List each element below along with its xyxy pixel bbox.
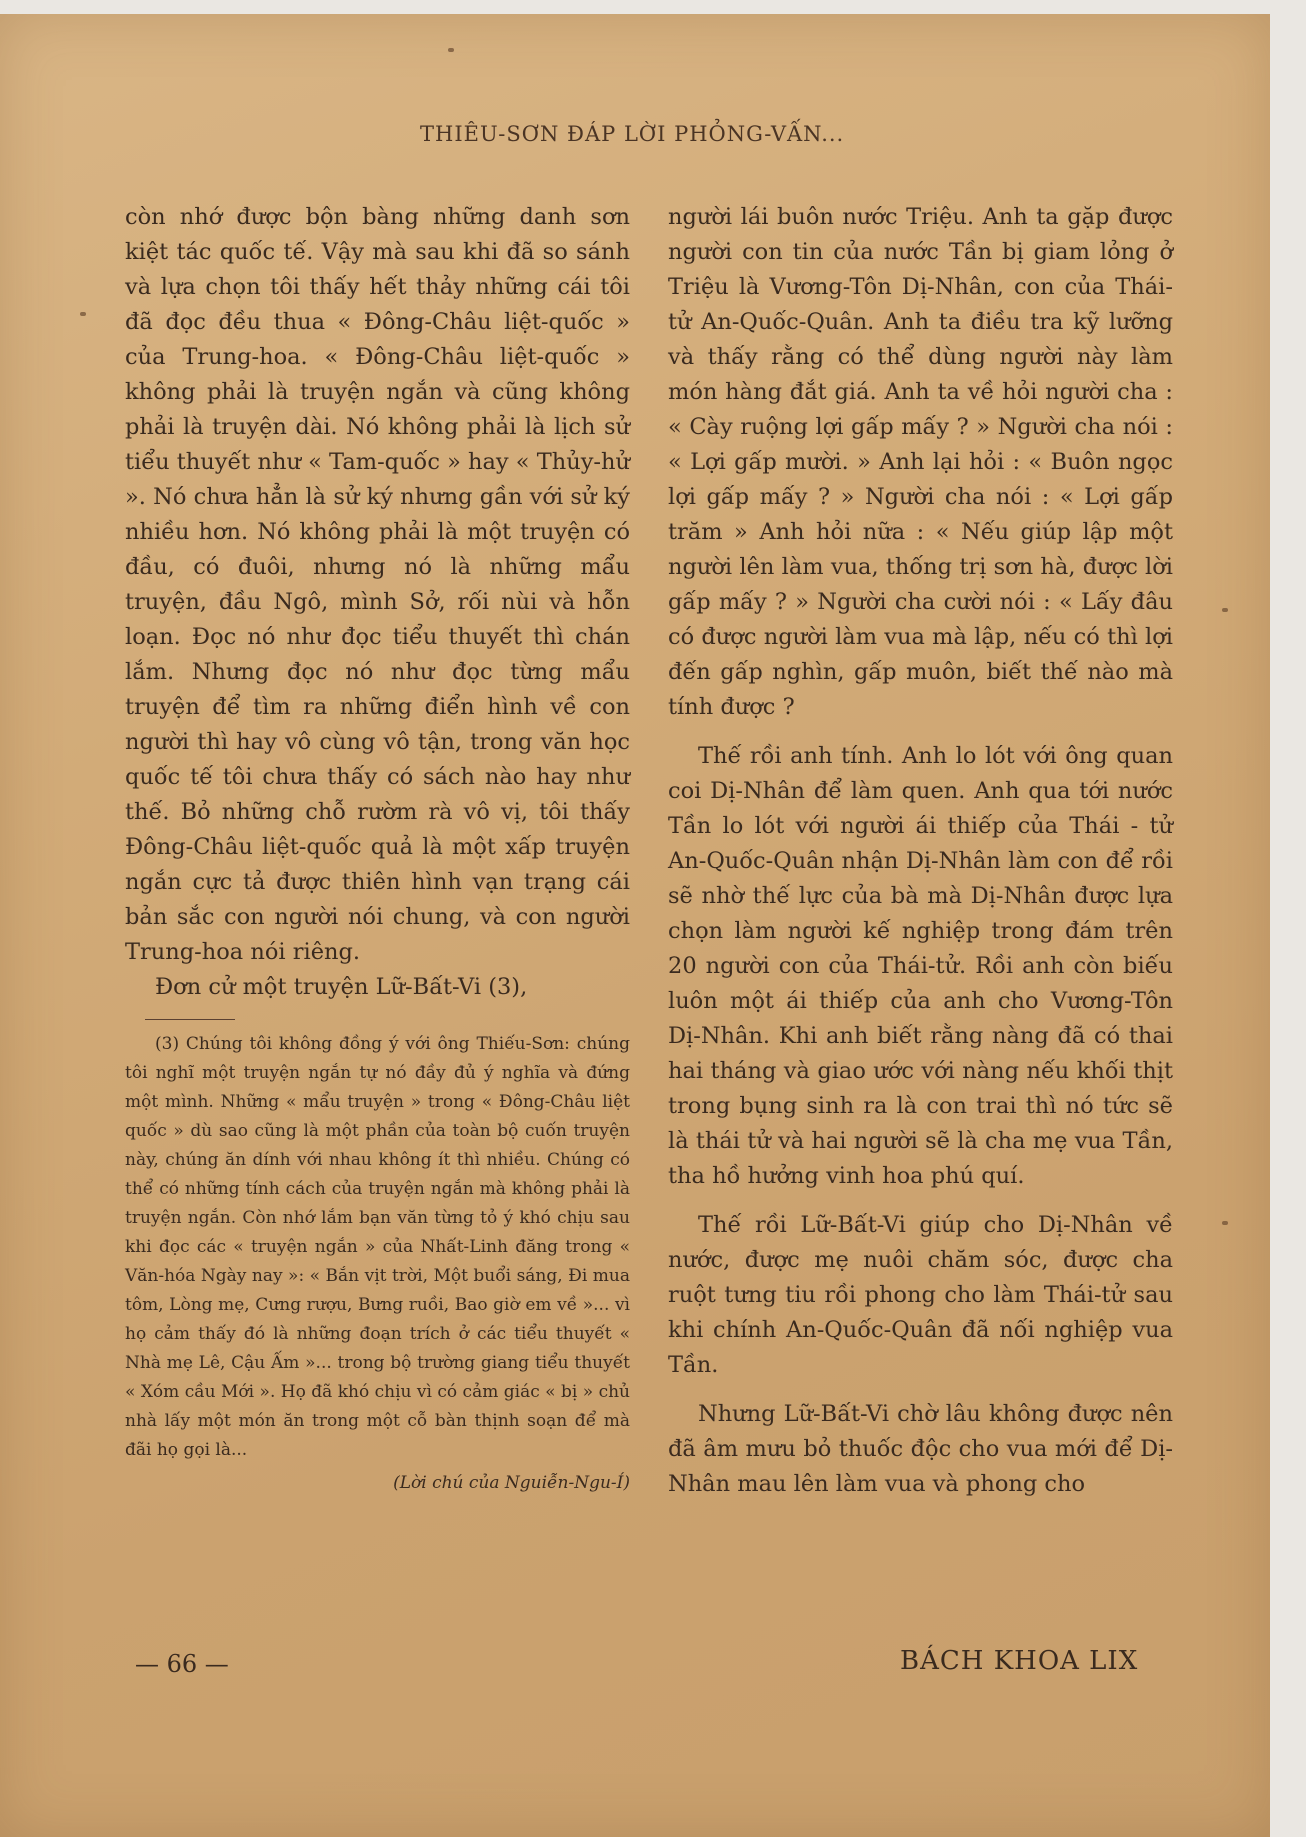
page-number: — 66 — bbox=[135, 1650, 229, 1678]
right-column bbox=[668, 200, 1173, 1502]
print-speck bbox=[1222, 608, 1228, 612]
print-speck bbox=[448, 48, 454, 52]
magazine-page bbox=[0, 14, 1270, 1837]
right-paragraph-2: Thế rồi anh tính. Anh lo lót với ông quan coi Dị-Nhân để làm quen. Anh qua tới nước Tần lo lót với người ái thiếp của Thái - tử An-Quốc-Quân nhận Dị-Nhân làm con để rồi sẽ nhờ thế lực của bà mà Dị-Nhân được lựa chọn làm người kế nghiệp trong đám trên 20 người con của Thái-tử. Rồi anh còn biếu luôn một ái thiếp của anh cho Vương-Tôn Dị-Nhân. Khi anh biết rằng nàng đã có thai hai tháng và giao ước với nàng nếu khối thịt trong bụng sinh ra là con trai thì nó tức sẽ là thái tử và hai người sẽ là cha mẹ vua Tần, tha hồ hưởng vinh hoa phú quí. bbox=[668, 743, 1173, 1189]
journal-name: BÁCH KHOA LIX bbox=[900, 1646, 1139, 1676]
right-paragraph-3: Thế rồi Lữ-Bất-Vi giúp cho Dị-Nhân về nước, được mẹ nuôi chăm sóc, được cha ruột tưng tiu rồi phong cho làm Thái-tử sau khi chính An-Quốc-Quân đã nối nghiệp vua Tần. bbox=[668, 1212, 1173, 1378]
footnote-divider bbox=[145, 1019, 235, 1020]
print-speck bbox=[80, 312, 86, 316]
left-paragraph-2: Đơn cử một truyện Lữ-Bất-Vi (3), bbox=[155, 974, 528, 1000]
footnote bbox=[125, 1030, 630, 1498]
footnote-text: (3) Chúng tôi không đồng ý với ông Thiếu-Sơn: chúng tôi nghĩ một truyện ngắn tự nó đầy đủ ý nghĩa và đứng một mình. Những « mẩu truyện » trong « Đông-Châu liệt quốc » dù sao cũng là một phần của toàn bộ cuốn truyện này, chúng ăn dính với nhau không ít thì nhiều. Chúng có thể có những tính cách của truyện ngắn mà không phải là truyện ngắn. Còn nhớ lắm bạn văn từng tỏ ý khó chịu sau khi đọc các « truyện ngắn » của Nhất-Linh đăng trong « Văn-hóa Ngày nay »: « Bắn vịt trời, Một buổi sáng, Đi mua tôm, Lòng mẹ, Cưng rượu, Bưng ruồi, Bao giờ em về »... vì họ cảm thấy đó là những đoạn trích ở các tiểu thuyết « Nhà mẹ Lê, Cậu Ấm »... trong bộ trường giang tiểu thuyết « Xóm cầu Mới ». Họ đã khó chịu vì có cảm giác « bị » chủ nhà lấy một món ăn trong một cỗ bàn thịnh soạn để mà đãi họ gọi là... bbox=[125, 1034, 630, 1460]
right-paragraph-1: người lái buôn nước Triệu. Anh ta gặp được người con tin của nước Tần bị giam lỏng ở Triệu là Vương-Tôn Dị-Nhân, con của Thái-tử An-Quốc-Quân. Anh ta điều tra kỹ lưỡng và thấy rằng có thể dùng người này làm món hàng đắt giá. Anh ta về hỏi người cha : « Cày ruộng lợi gấp mấy ? » Người cha nói : « Lợi gấp mười. » Anh lại hỏi : « Buôn ngọc lợi gấp mấy ? » Người cha nói : « Lợi gấp trăm » Anh hỏi nữa : « Nếu giúp lập một người lên làm vua, thống trị sơn hà, được lời gấp mấy ? » Người cha cười nói : « Lấy đâu có được người làm vua mà lập, nếu có thì lợi đến gấp nghìn, gấp muôn, biết thế nào mà tính được ? bbox=[668, 204, 1173, 720]
print-speck bbox=[1222, 1221, 1228, 1225]
footnote-signature: (Lời chú của Nguiễn-Ngu-Í) bbox=[393, 1473, 630, 1493]
left-column bbox=[125, 200, 630, 1498]
running-header: THIÊU-SƠN ĐÁP LỜI PHỎNG-VẤN... bbox=[420, 122, 845, 146]
left-paragraph-1: còn nhớ được bộn bàng những danh sơn kiệt tác quốc tế. Vậy mà sau khi đã so sánh và lựa chọn tôi thấy hết thảy những cái tôi đã đọc đều thua « Đông-Châu liệt-quốc » của Trung-hoa. « Đông-Châu liệt-quốc » không phải là truyện ngắn và cũng không phải là truyện dài. Nó không phải là lịch sử tiểu thuyết như « Tam-quốc » hay « Thủy-hử ». Nó chưa hẳn là sử ký nhưng gần với sử ký nhiều hơn. Nó không phải là một truyện có đầu, có đuôi, nhưng nó là những mẩu truyện, đầu Ngô, mình Sở, rối nùi và hỗn loạn. Đọc nó như đọc tiểu thuyết thì chán lắm. Nhưng đọc nó như đọc từng mẩu truyện để tìm ra những điển hình về con người thì hay vô cùng vô tận, trong văn học quốc tế tôi chưa thấy có sách nào hay như thế. Bỏ những chỗ rườm rà vô vị, tôi thấy Đông-Châu liệt-quốc quả là một xấp truyện ngắn cực tả được thiên hình vạn trạng cái bản sắc con người nói chung, và con người Trung-hoa nói riêng. bbox=[125, 204, 630, 965]
right-paragraph-4: Nhưng Lữ-Bất-Vi chờ lâu không được nên đã âm mưu bỏ thuốc độc cho vua mới để Dị-Nhân mau lên làm vua và phong cho bbox=[668, 1401, 1173, 1497]
